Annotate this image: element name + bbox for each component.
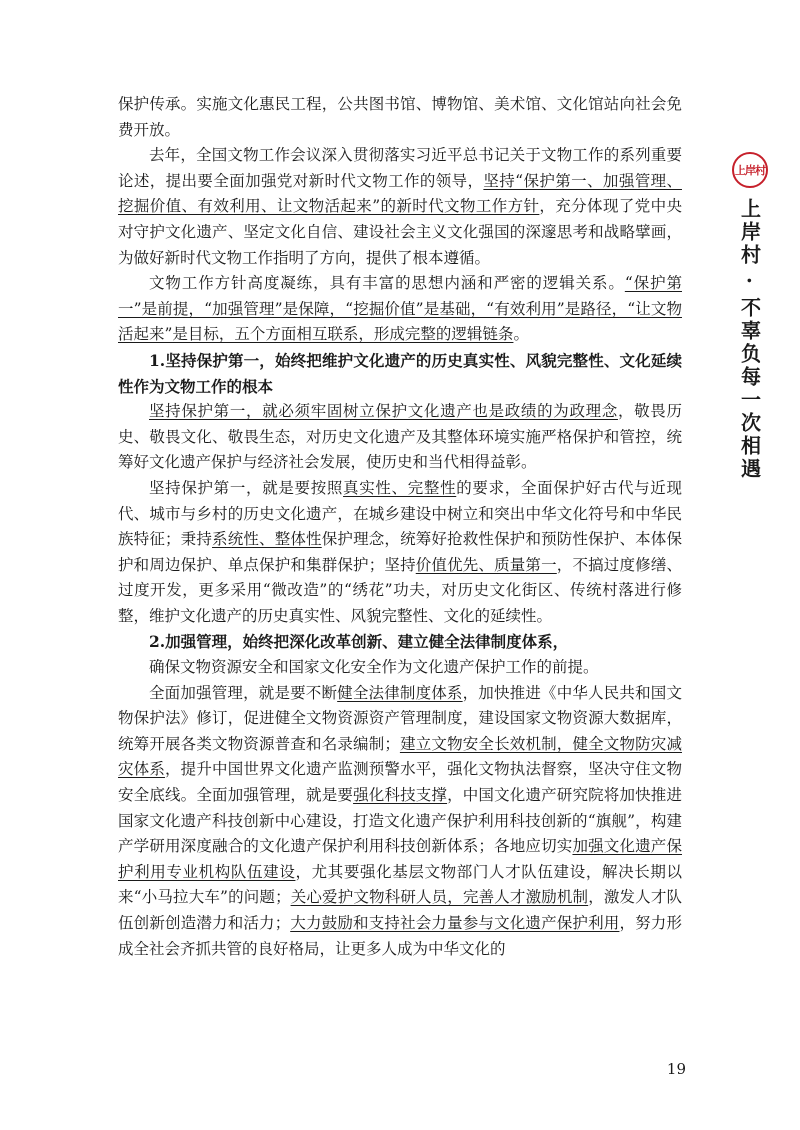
text-segment: 保护传承。实施文化惠民工程，公共图书馆、博物馆、美术馆、文化馆站向社会免费开放。 [118, 95, 682, 139]
underlined-phrase: 加强文化遗产保护利用专业机构队伍建设 [118, 837, 682, 881]
underlined-phrase: 真实性、完整性 [343, 478, 457, 497]
text-segment: 保护理念，统筹好抢救性保护和预防性保护、本体保护和周边保护、单点保护和集群保护；坚持 [118, 530, 682, 574]
text-segment: ，提升中国世界文化遗产监测预警水平，强化文物执法督察，坚决守住文物安全底线。全面加强管理，就是要 [118, 760, 682, 805]
underlined-phrase: 强化科技支撑 [353, 786, 448, 805]
text-segment: 坚持保护第一，就是要按照 [149, 478, 344, 497]
paragraph [118, 655, 682, 681]
section-heading [118, 629, 682, 655]
text-segment: ，中国文化遗产研究院将加快推进国家文化遗产科技创新中心建设，打造文化遗产保护利用科技创新的“旗舰”，构建产学研用深度融合的文化遗产保护利用科技创新体系；各地应切实 [118, 786, 682, 856]
paragraph [118, 92, 682, 143]
text-segment: ，加快推进《中华人民共和国文物保护法》修订，促进健全文物资源资产管理制度，建设国家文物资源大数据库，统筹开展各类文物资源普查和名录编制； [118, 683, 682, 753]
text-segment: ，尤其要强化基层文物部门人才队伍建设，解决长期以来“小马拉大车”的问题； [118, 862, 682, 907]
text-segment: 的要求，全面保护好古代与近现代、城市与乡村的历史文化遗产，在城乡建设中树立和突出中华文化符号和中华民族特征；秉持 [118, 478, 682, 549]
side-title: 上岸村 · 不辜负每一次相遇 [737, 198, 762, 481]
text-segment: ，不搞过度修缮、过度开发，更多采用“微改造”的“绣花”功夫，对历史文化街区、传统村落进行修整，维护文化遗产的历史真实性、风貌完整性、文化的延续性。 [118, 555, 682, 625]
underlined-phrase: 价值优先、质量第一 [415, 555, 557, 574]
text-segment: 去年，全国文物工作会议深入贯彻落实习近平总书记关于文物工作的系列重要论述，提出要全面加强党对新时代文物工作的领导， [118, 146, 682, 190]
paragraph [118, 681, 682, 963]
text-segment: ，努力形成全社会齐抓共管的良好格局，让更多人成为中华文化的 [118, 914, 682, 958]
underlined-phrase: 关心爱护文物科研人员，完善人才激励机制 [290, 888, 589, 907]
paragraph [118, 271, 682, 348]
article-body [118, 92, 682, 962]
page-number: 19 [666, 1060, 686, 1078]
paragraph [118, 143, 682, 271]
village-seal-logo: 上岸村 [732, 152, 768, 188]
text-segment: 确保文物资源安全和国家文化安全作为文化遗产保护工作的前提。 [149, 658, 599, 677]
underlined-phrase: 坚持“保护第一、加强管理、挖掘价值、有效利用、让文物活起来”的新时代文物工作方针 [118, 171, 682, 216]
paragraph [118, 399, 682, 476]
text-segment: 全面加强管理，就是要不断 [149, 683, 338, 702]
text-segment: 文物工作方针高度凝练，具有丰富的思想内涵和严密的逻辑关系。 [149, 274, 625, 293]
text-segment: 。 [513, 325, 529, 344]
text-segment: ，激发人才队伍创新创造潜力和活力； [118, 888, 682, 932]
text-segment: ，充分体现了党中央对守护文化遗产、坚定文化自信、建设社会主义文化强国的深邃思考和战略擘画，为做好新时代文物工作指明了方向，提供了根本遵循。 [118, 197, 682, 267]
text-segment: ，敬畏历史、敬畏文化、敬畏生态，对历史文化遗产及其整体环境实施严格保护和管控，统筹好文化遗产保护与经济社会发展，使历史和当代相得益彰。 [118, 402, 682, 472]
underlined-phrase: 坚持保护第一，就必须牢固树立保护文化遗产也是政绩的为政理念 [149, 402, 618, 421]
side-banner [728, 152, 772, 481]
underlined-phrase: “保护第一”是前提，“加强管理”是保障，“挖掘价值”是基础，“有效利用”是路径，“让文物活起来”是目标，五个方面相互联系，形成完整的逻辑链条 [118, 274, 682, 344]
section-heading [118, 348, 682, 399]
underlined-phrase: 建立文物安全长效机制，健全文物防灾减灾体系 [118, 734, 682, 779]
underlined-phrase: 系统性、整体性 [212, 530, 322, 549]
text-segment: 2.加强管理，始终把深化改革创新、建立健全法律制度体系， [149, 632, 569, 652]
paragraph [118, 476, 682, 630]
text-segment: 1.坚持保护第一，始终把维护文化遗产的历史真实性、风貌完整性、文化延续性作为文物工作的根本 [118, 350, 682, 396]
underlined-phrase: 健全法律制度体系 [337, 683, 463, 702]
underlined-phrase: 大力鼓励和支持社会力量参与文化遗产保护利用 [290, 914, 620, 932]
